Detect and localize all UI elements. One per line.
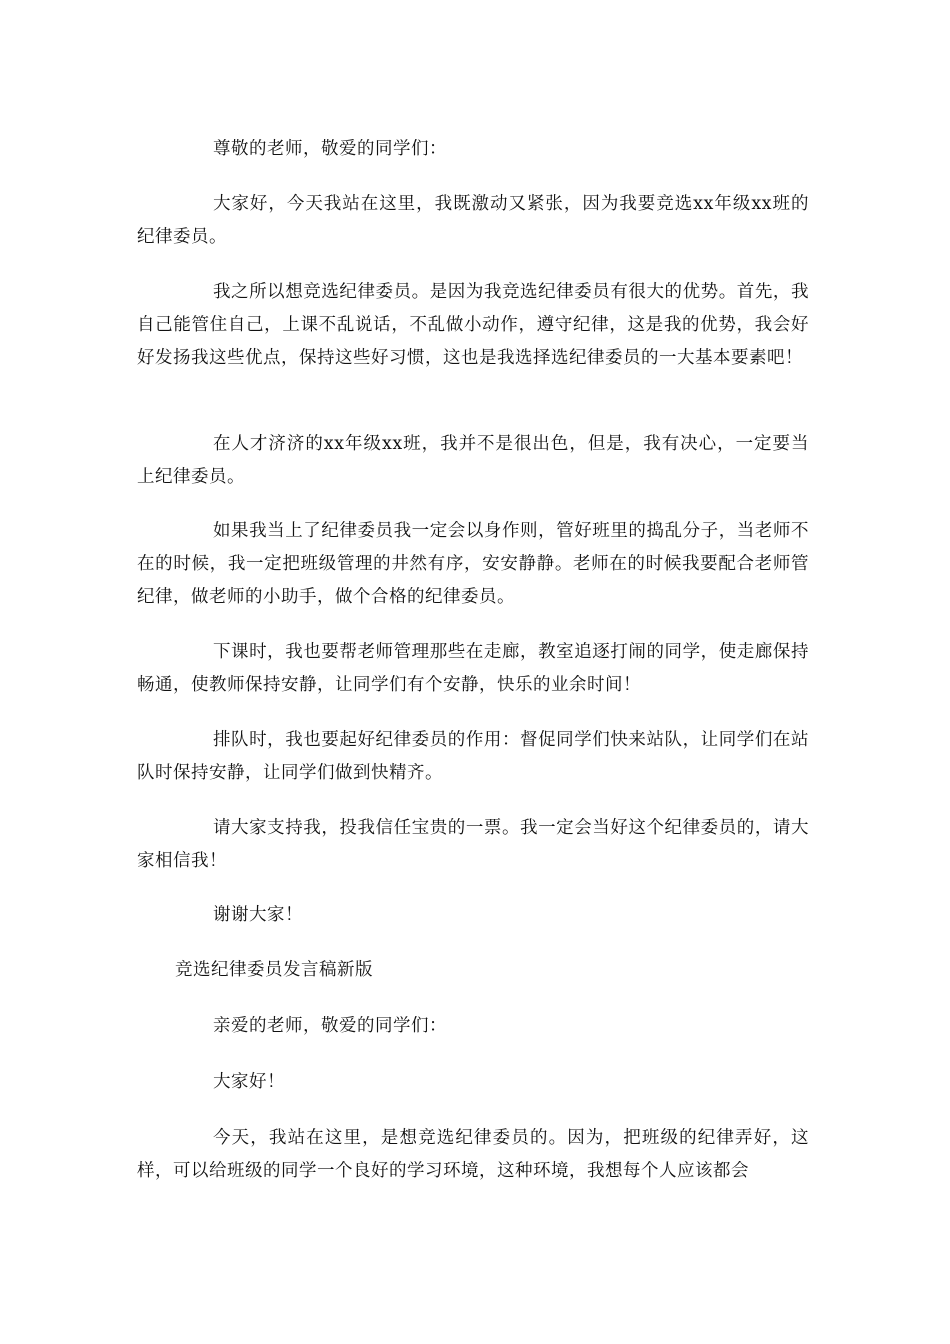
paragraph-recess: 下课时，我也要帮老师管理那些在走廊，教室追逐打闹的同学，使走廊保持畅通，使教师保持安静，让同学们有个安静，快乐的业余时间！ <box>137 642 809 695</box>
paragraph-thanks: 谢谢大家！ <box>213 905 303 925</box>
section-title: 竞选纪律委员发言稿新版 <box>175 960 373 980</box>
paragraph-intro: 大家好，今天我站在这里，我既激动又紧张，因为我要竞选xx年级xx班的纪律委员。 <box>137 194 809 247</box>
paragraph-promise: 如果我当上了纪律委员我一定会以身作则，管好班里的捣乱分子，当老师不在的时候，我一定把班级管理的井然有序，安安静静。老师在的时候我要配合老师管纪律，做老师的小助手，做个合格的纪律委员。 <box>137 521 809 607</box>
paragraph-advantage: 我之所以想竞选纪律委员。是因为我竞选纪律委员有很大的优势。首先，我自己能管住自己，上课不乱说话，不乱做小动作，遵守纪律，这是我的优势，我会好好发扬我这些优点，保持这些好习惯，这也是我选择选纪律委员的一大基本要素吧！ <box>137 282 809 368</box>
paragraph-hello-2: 大家好！ <box>213 1072 285 1092</box>
paragraph-queue: 排队时，我也要起好纪律委员的作用：督促同学们快来站队，让同学们在站队时保持安静，让同学们做到快精齐。 <box>137 730 809 783</box>
paragraph-determination: 在人才济济的xx年级xx班，我并不是很出色，但是，我有决心，一定要当上纪律委员。 <box>137 434 809 487</box>
paragraph-greeting: 尊敬的老师，敬爱的同学们： <box>213 139 447 159</box>
paragraph-vote: 请大家支持我，投我信任宝贵的一票。我一定会当好这个纪律委员的，请大家相信我！ <box>137 818 809 871</box>
paragraph-reason-2: 今天，我站在这里，是想竞选纪律委员的。因为，把班级的纪律弄好，这样，可以给班级的同学一个良好的学习环境，这种环境，我想每个人应该都会 <box>137 1128 809 1181</box>
paragraph-greeting-2: 亲爱的老师，敬爱的同学们： <box>213 1016 447 1036</box>
